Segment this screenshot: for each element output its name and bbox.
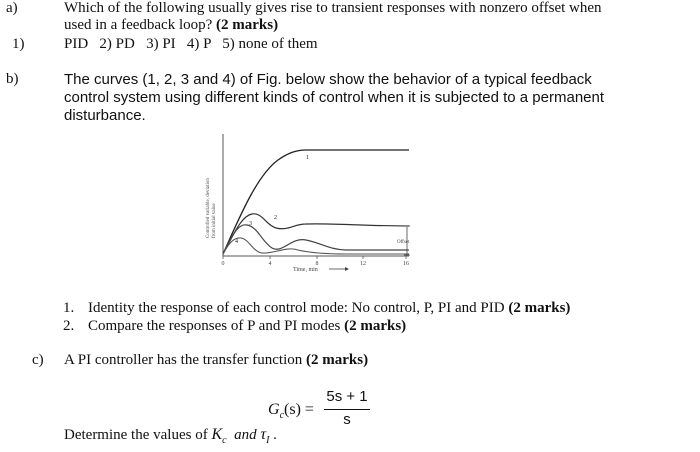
part-b-q1-text: Identity the response of each control mode: No control, P, PI and PID bbox=[88, 300, 509, 316]
transfer-function-g: G bbox=[268, 401, 280, 418]
part-b-q2-marks: (2 marks) bbox=[344, 318, 407, 334]
part-c-text: A PI controller has the transfer function bbox=[64, 352, 307, 368]
part-a-marks: (2 marks) bbox=[216, 17, 279, 33]
offset-label: Offset bbox=[397, 240, 410, 245]
and-text: and bbox=[234, 427, 257, 443]
kc-subscript: c bbox=[222, 435, 227, 446]
transfer-function-arg: (s) = bbox=[284, 401, 314, 418]
part-a-marker: a) bbox=[6, 0, 18, 16]
transfer-function-numerator: 5s + 1 bbox=[326, 388, 368, 405]
curve-4 bbox=[223, 238, 409, 254]
part-a-question-line2 bbox=[64, 17, 278, 34]
tau-symbol: τ bbox=[260, 426, 267, 443]
part-b-q2 bbox=[88, 318, 406, 335]
part-c-determine bbox=[64, 426, 277, 446]
part-b-line3: disturbance. bbox=[64, 107, 146, 124]
part-b-q2-number: 2. bbox=[63, 318, 75, 334]
part-b-q1-number: 1. bbox=[63, 300, 75, 316]
part-b-q2-text: Compare the responses of P and PI modes bbox=[88, 318, 345, 334]
determine-text: Determine the values of bbox=[64, 427, 212, 443]
transfer-function-lhs bbox=[268, 401, 314, 421]
part-b-q1-marks: (2 marks) bbox=[508, 300, 571, 316]
curve-label-1: 1 bbox=[306, 155, 309, 161]
tau-subscript: I bbox=[266, 435, 270, 446]
part-a-options: PID 2) PD 3) PI 4) P 5) none of them bbox=[64, 36, 318, 52]
curve-3 bbox=[223, 225, 409, 254]
x-axis-arrow-icon bbox=[345, 267, 349, 271]
part-b-line1: The curves (1, 2, 3 and 4) of Fig. below show the behavior of a typical feedback bbox=[64, 71, 592, 88]
part-c-marker: c) bbox=[32, 352, 44, 368]
fraction-bar bbox=[324, 409, 370, 410]
transfer-function-denominator: s bbox=[343, 411, 351, 428]
part-c-question bbox=[64, 352, 368, 369]
curve-label-2: 2 bbox=[274, 215, 277, 221]
part-a-question-line1: Which of the following usually gives rise to transient responses with nonzero offset when bbox=[64, 0, 602, 16]
curve-label-3: 3 bbox=[249, 221, 252, 227]
curve-label-4: 4 bbox=[235, 239, 238, 245]
y-axis-label-line1: Controlled variable, deviation bbox=[206, 178, 211, 238]
response-curves-figure bbox=[196, 126, 426, 278]
determine-end: . bbox=[269, 427, 277, 443]
x-tick-label: 8 bbox=[315, 261, 319, 267]
curve-1 bbox=[223, 150, 409, 254]
x-axis-label: Time, min bbox=[293, 267, 318, 273]
kc-symbol: K bbox=[211, 426, 223, 443]
x-tick-label: 4 bbox=[268, 261, 272, 267]
y-axis-label-line2: from initial value bbox=[212, 203, 217, 238]
part-b-line2: control system using different kinds of control when it is subjected to a permanent bbox=[64, 89, 605, 106]
part-c-marks: (2 marks) bbox=[306, 352, 369, 368]
part-a-options-marker: 1) bbox=[12, 36, 25, 52]
part-b-marker: b) bbox=[6, 71, 19, 87]
transfer-function-g-sub: c bbox=[279, 410, 285, 422]
part-b-q1 bbox=[88, 300, 570, 317]
part-a-question-text: used in a feedback loop? bbox=[64, 17, 217, 33]
x-tick-label: 16 bbox=[403, 261, 409, 267]
curve-2 bbox=[223, 214, 409, 254]
x-tick-label: 12 bbox=[360, 261, 366, 267]
x-tick-label: 0 bbox=[221, 261, 225, 267]
